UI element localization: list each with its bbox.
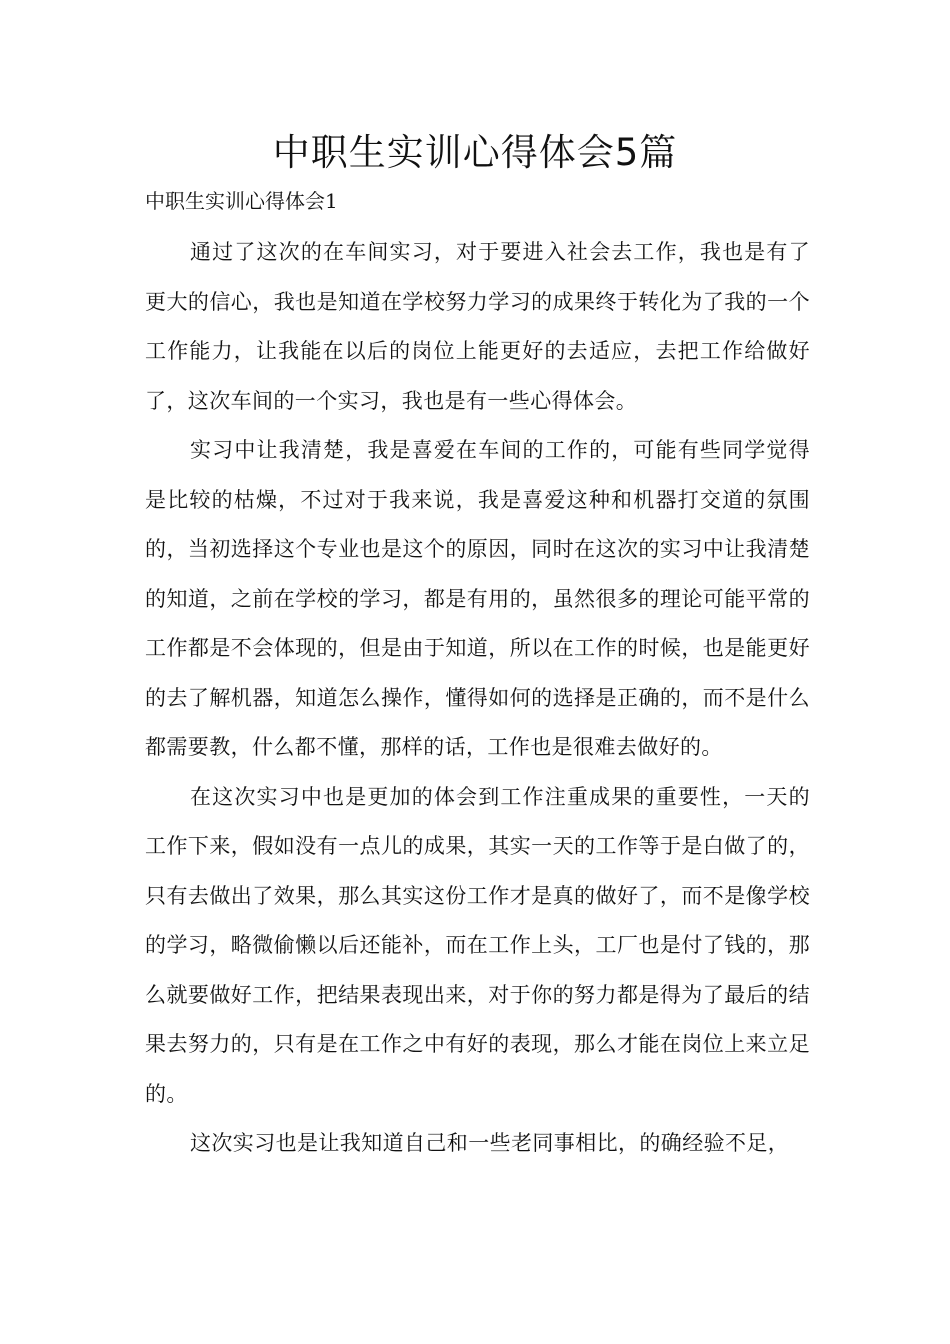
paragraph: 这次实习也是让我知道自己和一些老同事相比，的确经验不足， — [190, 1131, 790, 1155]
paragraph: 通过了这次的在车间实习，对于要进入社会去工作，我也是有了更大的信心，我也是知道在学校努力学习的成果终于转化为了我的一个工作能力，让我能在以后的岗位上能更好的去适应，去把工作给做好了，这次车间的一个实习，我也是有一些心得体会。 — [145, 240, 810, 413]
section-heading: 中职生实训心得体会1 — [145, 189, 338, 213]
document-body — [145, 228, 810, 1169]
paragraph: 实习中让我清楚，我是喜爱在车间的工作的，可能有些同学觉得是比较的枯燥，不过对于我来说，我是喜爱这种和机器打交道的氛围的，当初选择这个专业也是这个的原因，同时在这次的实习中让我清楚的知道，之前在学校的学习，都是有用的，虽然很多的理论可能平常的工作都是不会体现的，但是由于知道，所以在工作的时候，也是能更好的去了解机器，知道怎么操作，懂得如何的选择是正确的，而不是什么都需要教，什么都不懂，那样的话，工作也是很难去做好的。 — [145, 438, 810, 759]
paragraph: 在这次实习中也是更加的体会到工作注重成果的重要性，一天的工作下来，假如没有一点儿的成果，其实一天的工作等于是白做了的，只有去做出了效果，那么其实这份工作才是真的做好了，而不是像学校的学习，略微偷懒以后还能补，而在工作上头，工厂也是付了钱的，那么就要做好工作，把结果表现出来，对于你的努力都是得为了最后的结果去努力的，只有是在工作之中有好的表现，那么才能在岗位上来立足的。 — [145, 784, 810, 1106]
document-title: 中职生实训心得体会5篇 — [272, 131, 678, 174]
